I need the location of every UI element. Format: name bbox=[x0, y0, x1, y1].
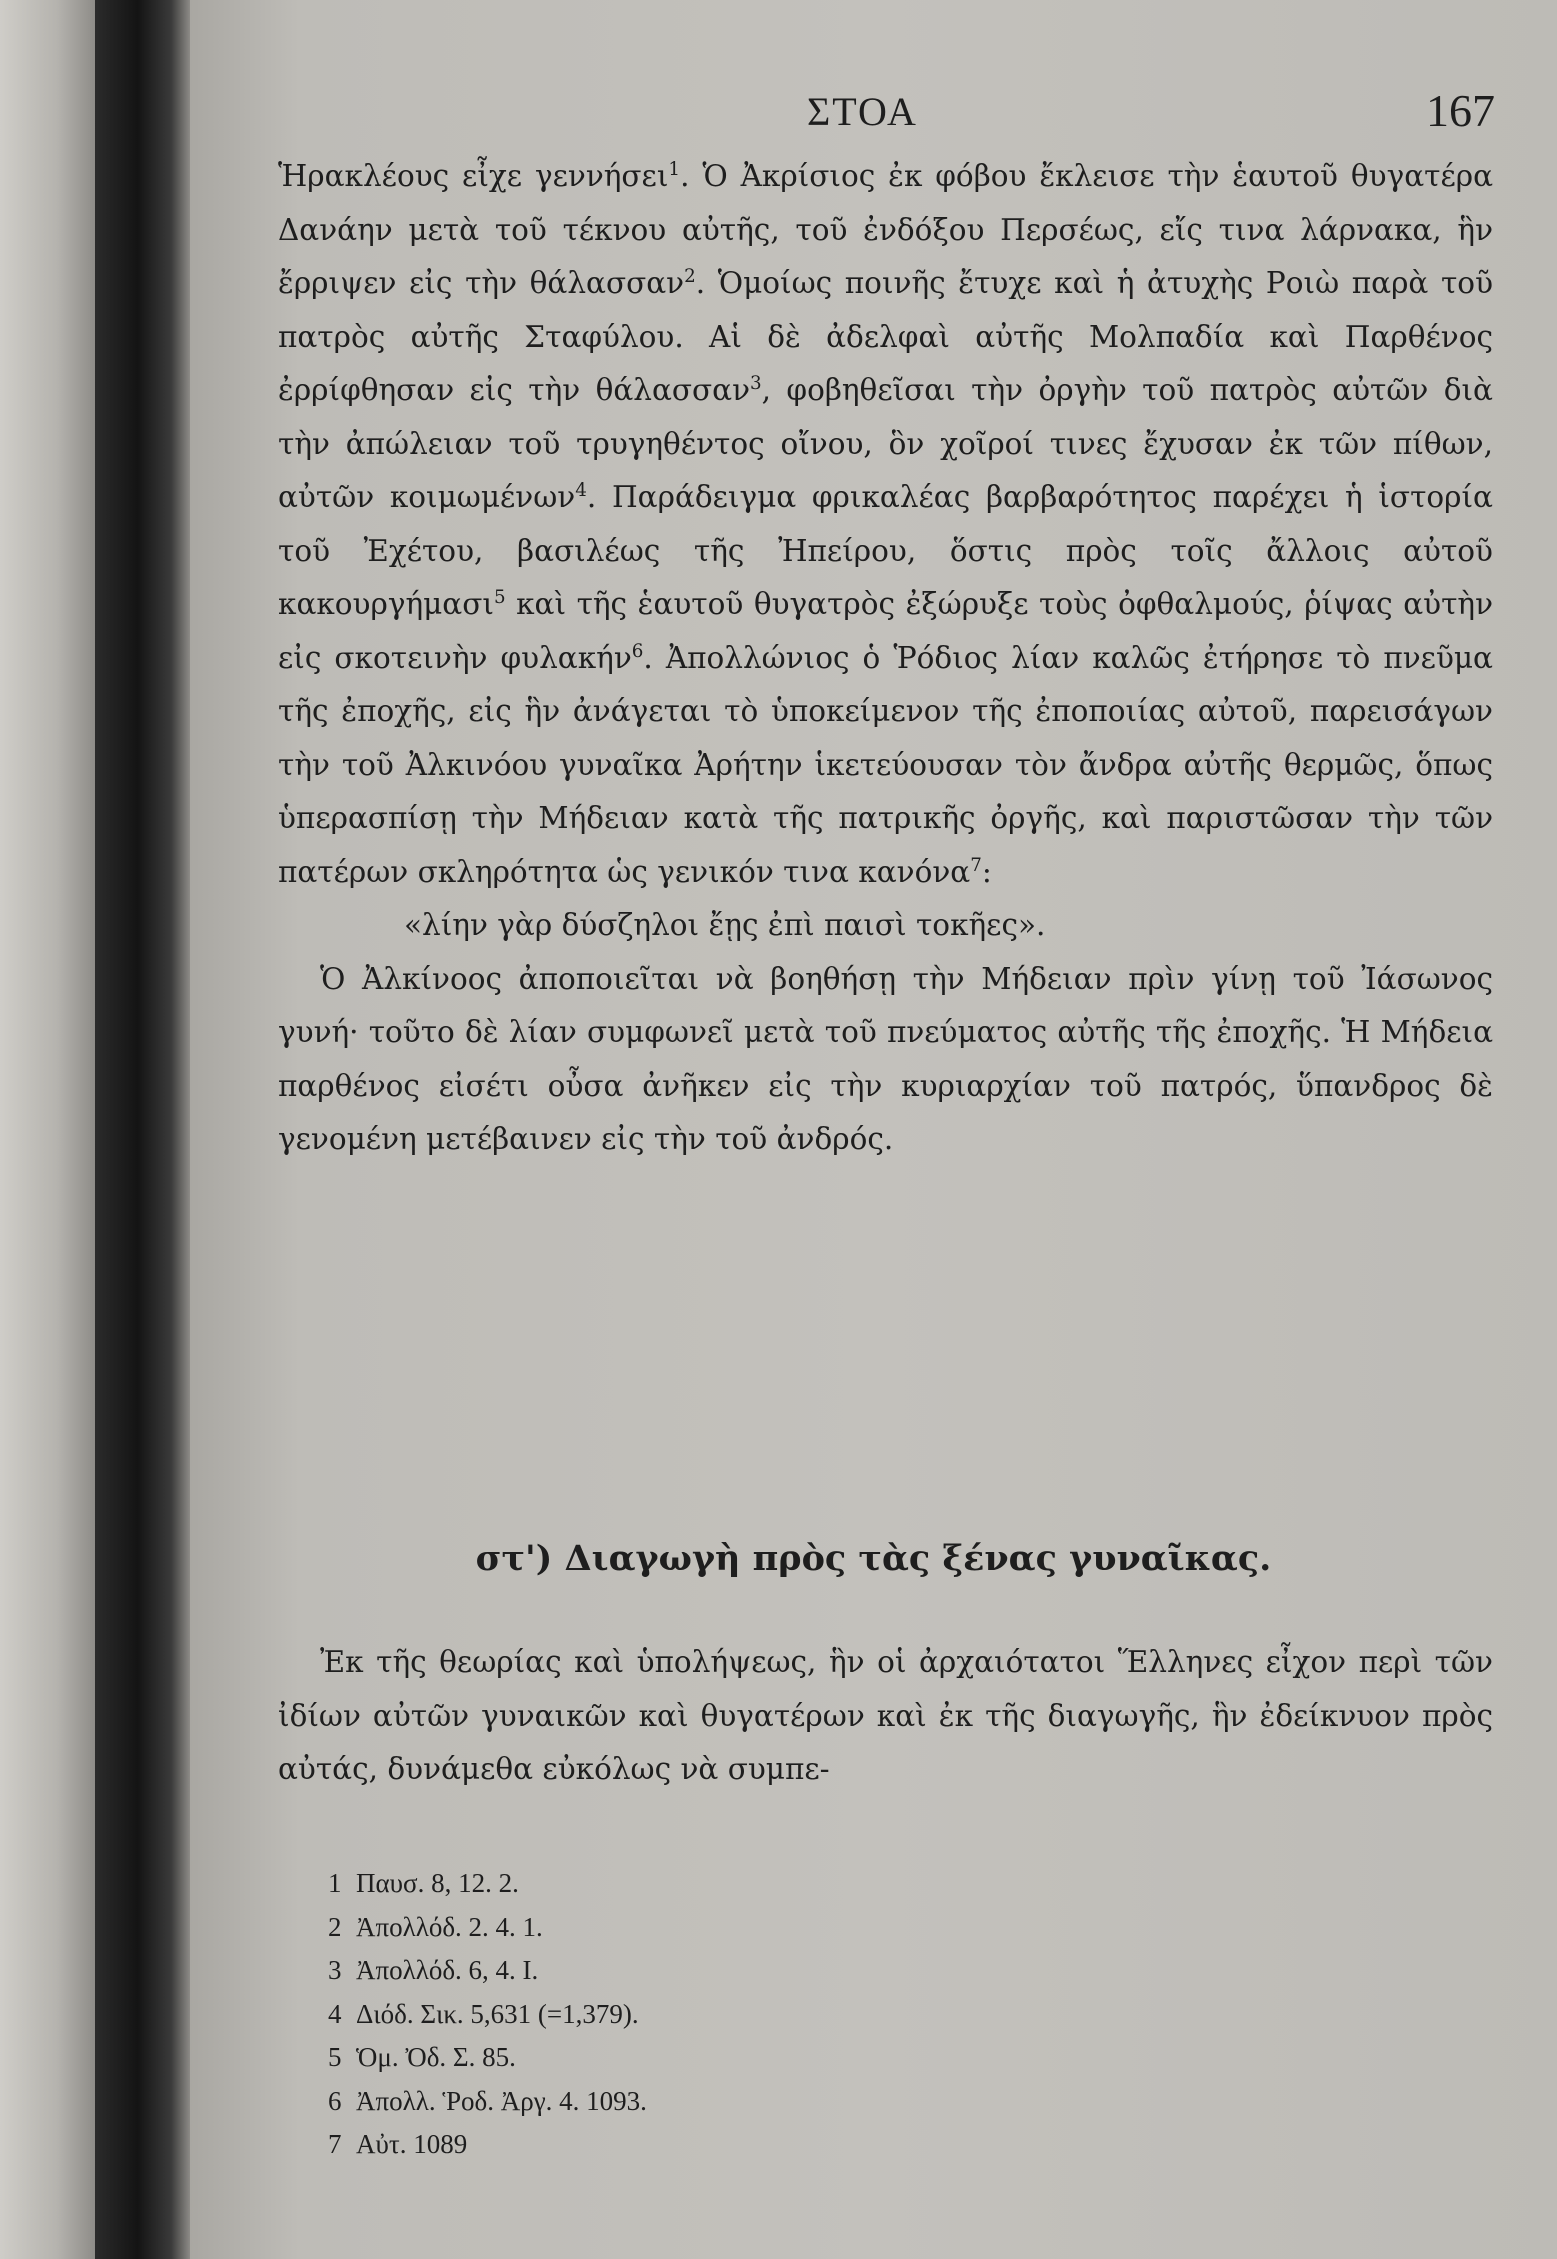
footnote-text: Ἀπολλόδ. 2. 4. 1. bbox=[356, 1911, 543, 1942]
footnote-ref: 7 bbox=[970, 854, 982, 876]
footnotes bbox=[328, 1862, 1228, 2167]
footnote-text: Ἀπολλ. Ῥοδ. Ἀργ. 4. 1093. bbox=[356, 2085, 647, 2116]
text-run: , φοβηθεῖσαι τὴν ὀργὴν τοῦ πατρὸς αὐτῶν διὰ τὴν ἀπώλειαν τοῦ τρυγηθέντος οἴνου, ὃν χοῖροί τινες ἔχυσαν ἐκ τῶν πίθων, αὐτῶν κοιμωμένων bbox=[278, 373, 1493, 514]
footnote-text: Ἀπολλόδ. 6, 4. I. bbox=[356, 1955, 539, 1985]
footnote-ref: 1 bbox=[668, 159, 681, 181]
footnote-ref: 3 bbox=[750, 373, 762, 395]
footnote-number: 4 bbox=[328, 1998, 342, 2029]
footnote bbox=[328, 1949, 1228, 1993]
footnote-ref: 2 bbox=[684, 266, 696, 288]
text-run: . Παράδειγμα φρικαλέας βαρβαρότητος παρέχει ἡ ἱστορία τοῦ Ἐχέτου, βασιλέως τῆς Ἠπείρου, ὅστις πρὸς τοῖς ἄλλοις αὐτοῦ κακουργήμασι bbox=[278, 480, 1493, 621]
section-heading: στ') Διαγωγὴ πρὸς τὰς ξένας γυναῖκας. bbox=[475, 1538, 1272, 1579]
page-header bbox=[190, 78, 1557, 138]
paragraph-1 bbox=[278, 150, 1493, 899]
footnote-text: Ὁμ. Ὀδ. Σ. 85. bbox=[356, 2042, 516, 2072]
footnote-ref: 6 bbox=[631, 640, 644, 662]
running-title: ΣΤΟΑ bbox=[807, 89, 918, 134]
footnote-text: Παυσ. 8, 12. 2. bbox=[356, 1868, 519, 1898]
footnote-ref: 5 bbox=[493, 587, 506, 609]
section-paragraph: Ἐκ τῆς θεωρίας καὶ ὑπολήψεως, ἣν οἱ ἀρχαιότατοι Ἕλληνες εἶχον περὶ τῶν ἰδίων αὐτῶν γυναικῶν καὶ θυγατέρων καὶ ἐκ τῆς διαγωγῆς, ἣν ἐδείκνυον πρὸς αὐτάς, δυνάμεθα εὐκόλως νὰ συμπε- bbox=[278, 1645, 1493, 1786]
footnote-number: 6 bbox=[328, 2085, 342, 2116]
paragraph-2: Ὁ Ἀλκίνοος ἀποποιεῖται νὰ βοηθήσῃ τὴν Μήδειαν πρὶν γίνῃ τοῦ Ἰάσωνος γυνή· τοῦτο δὲ λίαν συμφωνεῖ μετὰ τοῦ πνεύματος αὐτῆς τῆς ἐποχῆς. Ἡ Μήδεια παρθένος εἰσέτι οὖσα ἀνῆκεν εἰς τὴν κυριαρχίαν τοῦ πατρός, ὕπανδρος δὲ γενομένη μετέβαινεν εἰς τὴν τοῦ ἀνδρός. bbox=[278, 961, 1493, 1156]
footnote-text: Διόδ. Σικ. 5,631 (=1,379). bbox=[356, 1998, 639, 2029]
footnote-number: 2 bbox=[328, 1911, 342, 1942]
text-run: καὶ τῆς ἑαυτοῦ θυγατρὸς ἐξώρυξε τοὺς ὀφθαλμούς, ῥίψας αὐτὴν εἰς σκοτεινὴν φυλακήν bbox=[278, 587, 1493, 675]
scan-left-margin bbox=[0, 0, 95, 2259]
footnote-number: 1 bbox=[328, 1868, 342, 1898]
book-page bbox=[190, 0, 1557, 2259]
text-run: . Ὁμοίως ποινῆς ἔτυχε καὶ ἡ ἀτυχὴς Ροιὼ παρὰ τοῦ πατρὸς αὐτῆς Σταφύλου. Αἱ δὲ ἀδελφαὶ αὐτῆς Μολπαδία καὶ Παρθένος ἐρρίφθησαν εἰς τὴν θάλασσαν bbox=[278, 266, 1494, 407]
footnote bbox=[328, 1993, 1228, 2037]
footnote-number: 3 bbox=[328, 1955, 342, 1985]
text-run: Ἡρακλέους εἶχε γεννήσει bbox=[278, 159, 669, 193]
book-gutter-shadow bbox=[95, 0, 190, 2259]
text-run: : bbox=[981, 854, 992, 889]
footnote bbox=[328, 1906, 1228, 1950]
footnote-number: 7 bbox=[328, 2129, 342, 2159]
footnote bbox=[328, 1862, 1228, 1906]
footnote bbox=[328, 2036, 1228, 2080]
footnote-number: 5 bbox=[328, 2042, 342, 2072]
verse-quotation: «λίην γὰρ δύσζηλοι ἔῃς ἐπὶ παισὶ τοκῆες». bbox=[404, 908, 1046, 942]
footnote-text: Αὐτ. 1089 bbox=[356, 2129, 468, 2159]
text-run: . Ἀπολλώνιος ὁ Ῥόδιος λίαν καλῶς ἐτήρησε τὸ πνεῦμα τῆς ἐποχῆς, εἰς ἣν ἀνάγεται τὸ ὑποκείμενον τῆς ἐποποιίας αὐτοῦ, παρεισάγων τὴν τοῦ Ἀλκινόου γυναῖκα Ἀρήτην ἱκετεύουσαν τὸν ἄνδρα αὐτῆς θερμῶς, ὅπως ὑπερασπίσῃ τὴν Μήδειαν κατὰ τῆς πατρικῆς ὀργῆς, καὶ παριστῶσαν τὴν τῶν πατέρων σκληρότητα ὡς γενικόν τινα κανόνα bbox=[278, 640, 1493, 889]
text-run: . Ὁ Ἀκρίσιος ἐκ φόβου ἔκλεισε τὴν ἑαυτοῦ θυγατέρα Δανάην μετὰ τοῦ τέκνου αὐτῆς, τοῦ ἐνδόξου Περσέως, εἴς τινα λάρνακα, ἣν ἔρριψεν εἰς τὴν θάλασσαν bbox=[278, 159, 1494, 300]
footnote bbox=[328, 2080, 1228, 2124]
page-number: 167 bbox=[1426, 85, 1495, 136]
footnote bbox=[328, 2123, 1228, 2167]
footnote-ref: 4 bbox=[575, 480, 587, 502]
main-text bbox=[278, 150, 1493, 1167]
section-text bbox=[278, 1636, 1493, 1797]
